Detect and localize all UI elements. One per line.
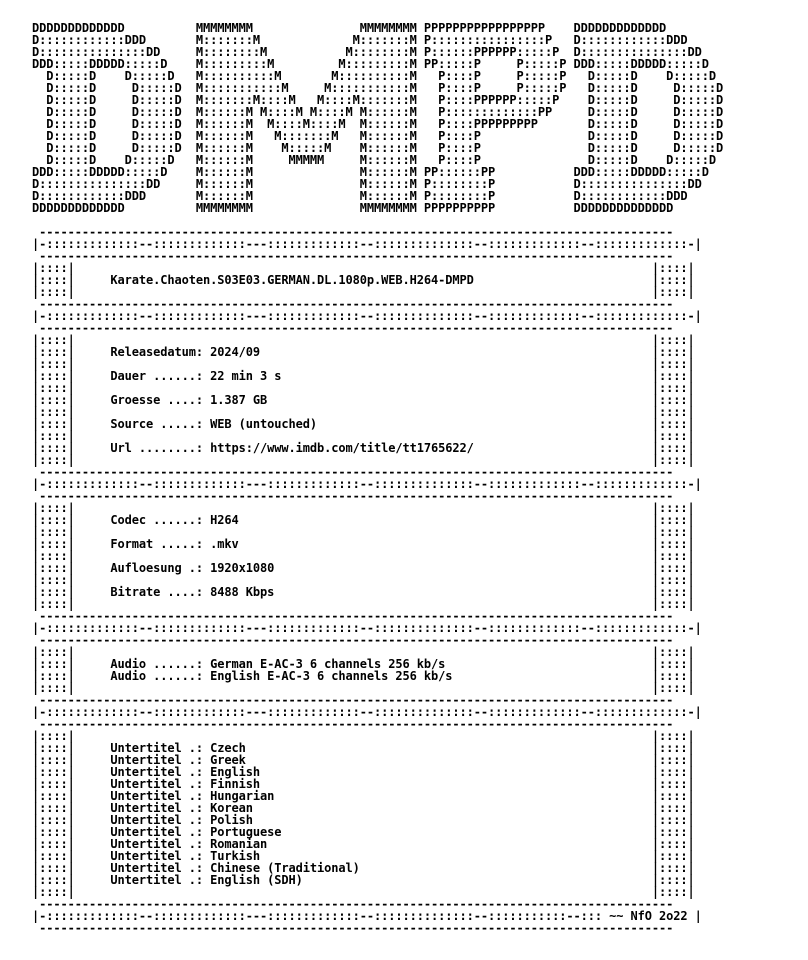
nfo-viewer [32,22,792,952]
nfo-text-content: DDDDDDDDDDDDD MMMMMMMM MMMMMMMM PPPPPPPPPPPPPPPPP DDDDDDDDDDDDD D::::::::::::DDD M:::::::M M:::::::M P::::::::::::::::P D::::::::::::DDD D:::::::::::::::DD M::::::::M M::::::::M P::::::PPPPPP:::::P D:::::::::::::::DD DDD:::::DDDDD:::::D M:::::::::M M:::::::::M PP:::::P P:::::P DDD:::::DDDDD:::::D D:::::D D:::::D M::::::::::M M::::::::::M P::::P P:::::P D:::::D D:::::D D:::::D D:::::D M:::::::::::M M:::::::::::M P::::P P:::::P D:::::D D:::::D D:::::D D:::::D M:::::::M::::M M::::M:::::::M P::::PPPPPP:::::P D:::::D D:::::D D:::::D D:::::D M::::::M M::::M M::::M M::::::M P:::::::::::::PP D:::::D D:::::D D:::::D D:::::D M::::::M M::::M::::M M::::::M P::::PPPPPPPPP D:::::D D:::::D D:::::D D:::::D M::::::M M:::::::M M::::::M P::::P D:::::D D:::::D D:::::D D:::::D M::::::M M:::::M M::::::M P::::P D:::::D D:::::D D:::::D D:::::D M::::::M MMMMM M::::::M P::::P D:::::D D:::::D DDD:::::DDDDD:::::D M::::::M M::::::M PP::::::PP DDD:::::DDDDD:::::D D:::::::::::::::DD M::::::M M::::::M P::::::::P D:::::::::::::::DD D::::::::::::DDD M::::::M M::::::M P::::::::P D::::::::::::DDD DDDDDDDDDDDDD MMMMMMMM MMMMMMMM PPPPPPPPPP DDDDDDDDDDDDDD ----------------------------------------------------------------------------------------- |-:::::::::::::--:::::::::::::---:::::::::::::--::::::::::::::--:::::::::::::--:::::::::::::-| ----------------------------------------------------------------------------------------- |::::| |::::| |::::| Karate.Chaoten.S03E03.GERMAN.DL.1080p.WEB.H264-DMPD |::::| |::::| |::::| ----------------------------------------------------------------------------------------- |-:::::::::::::--:::::::::::::---:::::::::::::--::::::::::::::--:::::::::::::--:::::::::::::-| ----------------------------------------------------------------------------------------- |::::| |::::| |::::| Releasedatum: 2024/09 |::::| |::::| |::::| |::::| Dauer ......: 22 min 3 s |::::| |::::| |::::| |::::| Groesse ....: 1.387 GB |::::| |::::| |::::| |::::| Source .....: WEB (untouched) |::::| |::::| |::::| |::::| Url ........: https://www.imdb.com/title/tt1765622/ |::::| |::::| |::::| ----------------------------------------------------------------------------------------- |-:::::::::::::--:::::::::::::---:::::::::::::--::::::::::::::--:::::::::::::--:::::::::::::-| ----------------------------------------------------------------------------------------- |::::| |::::| |::::| Codec ......: H264 |::::| |::::| |::::| |::::| Format .....: .mkv |::::| |::::| |::::| |::::| Aufloesung .: 1920x1080 |::::| |::::| |::::| |::::| Bitrate ....: 8488 Kbps |::::| |::::| |::::| ----------------------------------------------------------------------------------------- |-:::::::::::::--:::::::::::::---:::::::::::::--::::::::::::::--:::::::::::::--:::::::::::::-| ----------------------------------------------------------------------------------------- |::::| |::::| |::::| Audio ......: German E-AC-3 6 channels 256 kb/s |::::| |::::| Audio ......: English E-AC-3 6 channels 256 kb/s |::::| |::::| |::::| ----------------------------------------------------------------------------------------- |-:::::::::::::--:::::::::::::---:::::::::::::--::::::::::::::--:::::::::::::--:::::::::::::-| ----------------------------------------------------------------------------------------- |::::| |::::| |::::| Untertitel .: Czech |::::| |::::| Untertitel .: Greek |::::| |::::| Untertitel .: English |::::| |::::| Untertitel .: Finnish |::::| |::::| Untertitel .: Hungarian |::::| |::::| Untertitel .: Korean |::::| |::::| Untertitel .: Polish |::::| |::::| Untertitel .: Portuguese |::::| |::::| Untertitel .: Romanian |::::| |::::| Untertitel .: Turkish |::::| |::::| Untertitel .: Chinese (Traditional) |::::| |::::| Untertitel .: English (SDH) |::::| |::::| |::::| ----------------------------------------------------------------------------------------- |-:::::::::::::--:::::::::::::---:::::::::::::--::::::::::::::--:::::::::::--::: ~~ NfO 2o22 | ----------------------------------------------------------------------------------------- [32,22,724,935]
